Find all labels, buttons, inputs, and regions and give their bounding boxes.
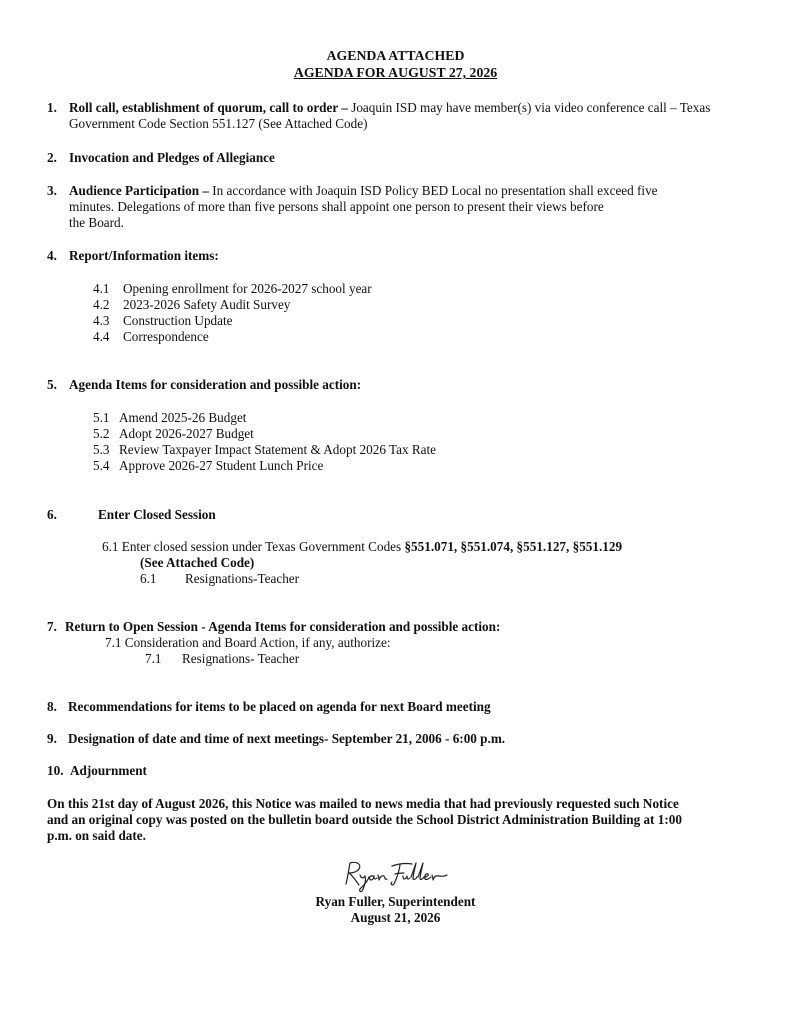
subitem-5-4-number: 5.4 [93, 458, 110, 473]
subitem-5-3-text: Review Taxpayer Impact Statement & Adopt 2026 Tax Rate [119, 442, 437, 457]
item-10-number: 10. [47, 763, 64, 778]
subitem-5-2-text: Adopt 2026-2027 Budget [119, 426, 254, 441]
item-6-heading: Enter Closed Session [98, 507, 216, 522]
item-1-line-2: Government Code Section 551.127 (See Attached Code) [69, 116, 368, 131]
subitem-5-1-text: Amend 2025-26 Budget [119, 410, 247, 425]
item-1-text: Joaquin ISD may have member(s) via video conference call – Texas [347, 100, 711, 115]
subsubitem-7-1-number: 7.1 [145, 651, 162, 666]
subitem-6-1-see-code: (See Attached Code) [140, 555, 255, 570]
subitem-4-2-number: 4.2 [93, 297, 110, 312]
subitem-4-3-text: Construction Update [123, 313, 233, 328]
signature-date: August 21, 2026 [350, 910, 441, 925]
subitem-6-1-line [102, 539, 622, 555]
item-7-number: 7. [47, 619, 57, 634]
item-1-line-1 [69, 100, 710, 116]
item-3-line-2: minutes. Delegations of more than five persons shall appoint one person to present their views before [69, 199, 604, 214]
subitem-7-1-text: 7.1 Consideration and Board Action, if any, authorize: [105, 635, 391, 650]
item-1-heading: Roll call, establishment of quorum, call to order – [69, 100, 348, 115]
agenda-title [0, 65, 791, 81]
handwritten-signature [340, 858, 452, 894]
notice-line-3: p.m. on said date. [47, 828, 146, 843]
subitem-4-4-number: 4.4 [93, 329, 110, 344]
subitem-6-1-codes: §551.071, §551.074, §551.127, §551.129 [404, 539, 623, 554]
notice-line-2: and an original copy was posted on the bulletin board outside the School District Administration Building at 1:00 [47, 812, 682, 827]
item-5-heading: Agenda Items for consideration and possible action: [69, 377, 362, 392]
item-10-heading: Adjournment [70, 763, 147, 778]
item-2-heading: Invocation and Pledges of Allegiance [69, 150, 275, 165]
agenda-title-text: AGENDA FOR AUGUST 27, 2026 [293, 65, 498, 80]
subitem-4-3-number: 4.3 [93, 313, 110, 328]
subitem-4-1-text: Opening enrollment for 2026-2027 school year [123, 281, 372, 296]
item-3-number: 3. [47, 183, 57, 198]
item-1-number: 1. [47, 100, 57, 115]
item-6-number: 6. [47, 507, 57, 522]
subitem-5-4-text: Approve 2026-27 Student Lunch Price [119, 458, 324, 473]
subitem-4-2-text: 2023-2026 Safety Audit Survey [123, 297, 291, 312]
subitem-5-3-number: 5.3 [93, 442, 110, 457]
item-8-heading: Recommendations for items to be placed on agenda for next Board meeting [68, 699, 491, 714]
subitem-5-1-number: 5.1 [93, 410, 110, 425]
item-3-text: In accordance with Joaquin ISD Policy BED Local no presentation shall exceed five [208, 183, 658, 198]
item-3-line-3: the Board. [69, 215, 124, 230]
signer-name-title: Ryan Fuller, Superintendent [315, 894, 476, 909]
item-7-heading: Return to Open Session - Agenda Items for consideration and possible action: [65, 619, 501, 634]
item-9-number: 9. [47, 731, 57, 746]
item-5-number: 5. [47, 377, 57, 392]
item-8-number: 8. [47, 699, 57, 714]
notice-line-1: On this 21st day of August 2026, this Notice was mailed to news media that had previously requested such Notice [47, 796, 679, 811]
item-3-heading: Audience Participation – [69, 183, 209, 198]
subitem-6-1-text: 6.1 Enter closed session under Texas Government Codes [102, 539, 405, 554]
item-9-heading: Designation of date and time of next meetings- September 21, 2006 - 6:00 p.m. [68, 731, 506, 746]
agenda-attached-heading: AGENDA ATTACHED [326, 48, 465, 63]
item-2-number: 2. [47, 150, 57, 165]
subitem-4-4-text: Correspondence [123, 329, 209, 344]
subsubitem-6-1-number: 6.1 [140, 571, 157, 586]
item-3-line-1 [69, 183, 658, 199]
subsubitem-7-1-text: Resignations- Teacher [182, 651, 300, 666]
item-4-number: 4. [47, 248, 57, 263]
subitem-5-2-number: 5.2 [93, 426, 110, 441]
item-4-heading: Report/Information items: [69, 248, 219, 263]
subsubitem-6-1-text: Resignations-Teacher [185, 571, 300, 586]
subitem-4-1-number: 4.1 [93, 281, 110, 296]
